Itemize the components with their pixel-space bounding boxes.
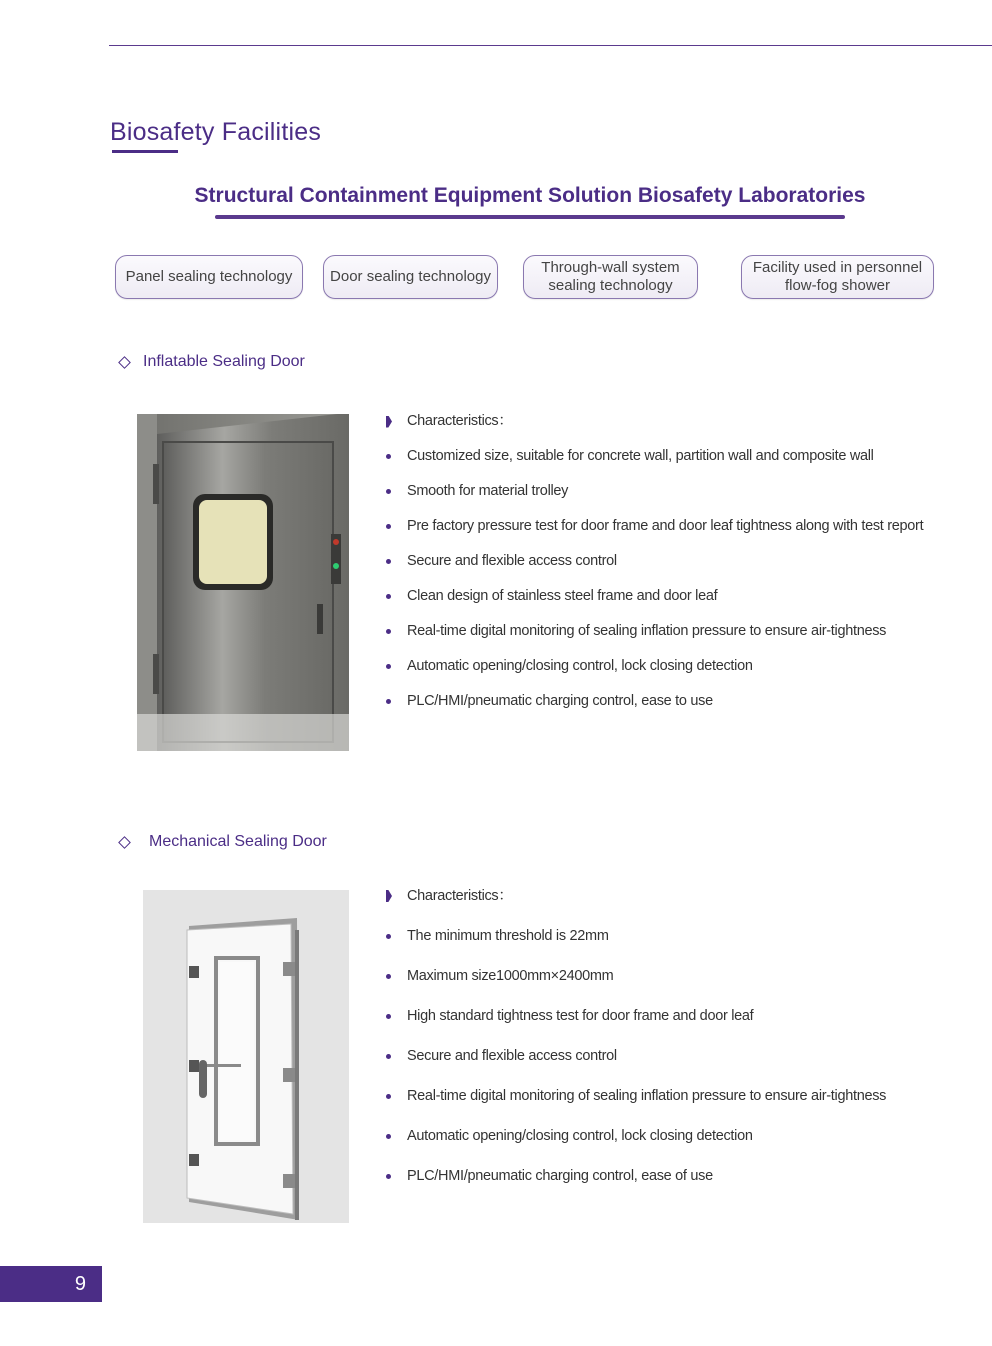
section-heading-mechanical — [117, 833, 327, 851]
section-heading-inflatable — [117, 353, 305, 371]
subtitle-underline — [215, 215, 845, 219]
tag-fog-shower — [741, 255, 934, 299]
bullet-icon — [386, 934, 391, 939]
list-item: Real-time digital monitoring of sealing inflation pressure to ensure air-tightness — [385, 1076, 886, 1116]
mechanical-door-photo — [143, 890, 349, 1223]
page-number-badge — [0, 1266, 102, 1302]
top-rule — [109, 45, 992, 46]
characteristics-list-inflatable — [385, 404, 923, 719]
list-item: High standard tightness test for door frame and door leaf — [385, 996, 886, 1036]
list-item: Real-time digital monitoring of sealing inflation pressure to ensure air-tightness — [385, 614, 923, 649]
tag-door-sealing — [323, 255, 498, 299]
bullet-icon — [386, 1174, 391, 1179]
list-item: Customized size, suitable for concrete wall, partition wall and composite wall — [385, 439, 923, 474]
bullet-icon — [386, 974, 391, 979]
tag-label: Through-wall system sealing technology — [541, 259, 680, 294]
characteristics-label: Characteristics： — [385, 876, 886, 916]
bullet-icon — [386, 489, 391, 494]
inflatable-door-photo — [137, 414, 349, 751]
tag-label: Facility used in personnel flow-fog shower — [752, 259, 923, 294]
tag-through-wall-sealing — [523, 255, 698, 299]
page-title: Biosafety Facilities — [110, 118, 322, 146]
bullet-icon — [386, 699, 391, 704]
list-item: Automatic opening/closing control, lock closing detection — [385, 1116, 886, 1156]
page-number: 9 — [74, 1272, 86, 1295]
section-heading-text: Mechanical Sealing Door — [149, 833, 327, 850]
flag-icon — [386, 416, 392, 428]
list-item: Pre factory pressure test for door frame and door leaf tightness along with test report — [385, 509, 923, 544]
list-item: PLC/HMI/pneumatic charging control, ease to use — [385, 684, 923, 719]
diamond-icon — [118, 836, 131, 849]
characteristics-label: Characteristics： — [385, 404, 923, 439]
list-item: PLC/HMI/pneumatic charging control, ease of use — [385, 1156, 886, 1196]
bullet-icon — [386, 629, 391, 634]
bullet-icon — [386, 454, 391, 459]
list-item: Maximum size1000mm×2400mm — [385, 956, 886, 996]
list-item: The minimum threshold is 22mm — [385, 916, 886, 956]
list-item: Secure and flexible access control — [385, 1036, 886, 1076]
bullet-icon — [386, 1134, 391, 1139]
tag-label: Door sealing technology — [330, 268, 491, 285]
tag-label: Panel sealing technology — [125, 268, 293, 285]
tag-panel-sealing — [115, 255, 303, 299]
diamond-icon — [118, 356, 131, 369]
bullet-icon — [386, 1014, 391, 1019]
title-underline — [112, 150, 178, 153]
bullet-icon — [386, 664, 391, 669]
bullet-icon — [386, 1094, 391, 1099]
flag-icon — [386, 890, 392, 902]
bullet-icon — [386, 524, 391, 529]
inflatable-door-image — [137, 414, 349, 751]
list-item: Smooth for material trolley — [385, 474, 923, 509]
list-item: Automatic opening/closing control, lock closing detection — [385, 649, 923, 684]
bullet-icon — [386, 1054, 391, 1059]
list-item: Clean design of stainless steel frame and door leaf — [385, 579, 923, 614]
characteristics-list-mechanical — [385, 876, 886, 1196]
bullet-icon — [386, 559, 391, 564]
list-item: Secure and flexible access control — [385, 544, 923, 579]
section-heading-text: Inflatable Sealing Door — [143, 353, 305, 370]
bullet-icon — [386, 594, 391, 599]
mechanical-door-image — [143, 890, 349, 1223]
page-subtitle: Structural Containment Equipment Solution Biosafety Laboratories — [194, 184, 866, 207]
